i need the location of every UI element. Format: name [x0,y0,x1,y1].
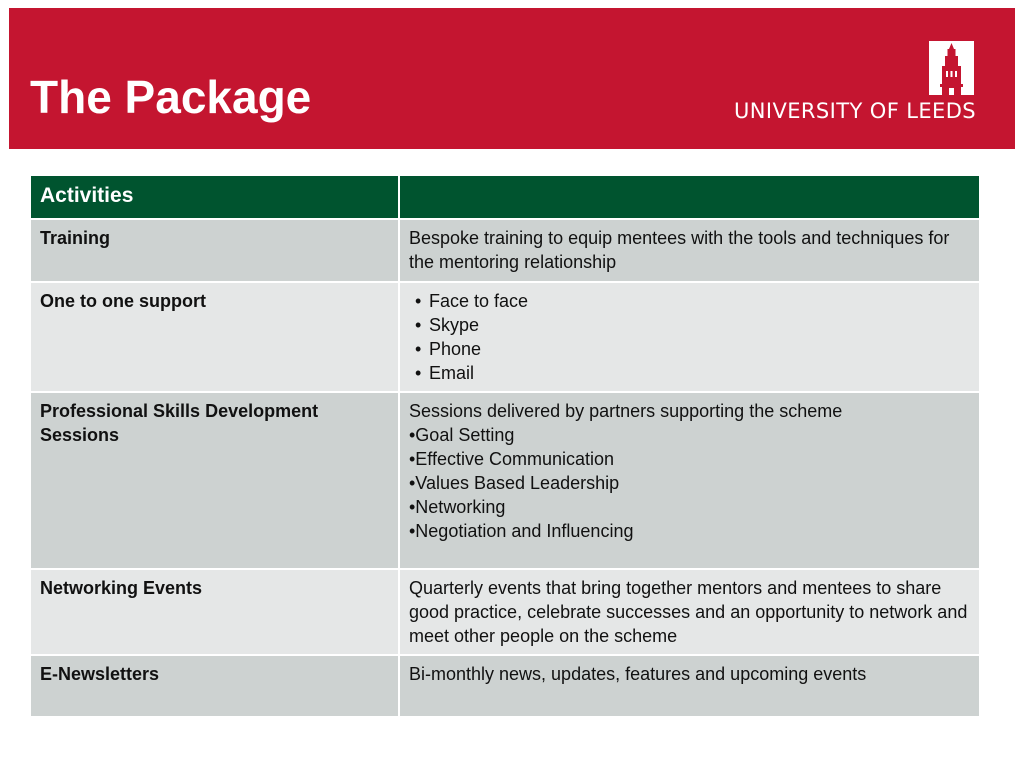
university-logo-text: UNIVERSITY OF LEEDS [734,99,976,123]
activity-details: Bespoke training to equip mentees with the tools and techniques for the mentoring relationship [399,219,980,282]
table-header-row [30,175,980,219]
activity-details [399,392,980,569]
list-item: •Effective Communication [409,449,615,469]
list-item: • Email [415,361,970,385]
table-row-e-newsletters [30,655,980,717]
activity-name: Training [30,219,399,282]
list-item: • Skype [415,313,970,337]
activity-name: Networking Events [30,569,399,655]
activity-details: Bi-monthly news, updates, features and upcoming events [399,655,980,717]
list-item: • Phone [415,337,970,361]
activity-name: One to one support [30,282,399,392]
table-row-training [30,219,980,282]
university-crest-icon [928,40,975,96]
list-item: •Values Based Leadership [409,473,620,493]
activity-name: E-Newsletters [30,655,399,717]
activity-name: Professional Skills Development Sessions [30,392,399,569]
table-row-professional-skills [30,392,980,569]
activity-details [399,282,980,392]
table-row-networking-events [30,569,980,655]
column-header-details [399,175,980,219]
details-intro: Sessions delivered by partners supporting the scheme [409,401,843,421]
support-options-list [409,289,970,385]
package-table [29,174,981,718]
column-header-activities: Activities [30,175,399,219]
activity-details: Quarterly events that bring together mentors and mentees to share good practice, celebrate successes and an opportunity to network and meet other people on the scheme [399,569,980,655]
slide-title: The Package [30,71,312,123]
list-item: • Face to face [415,289,970,313]
table-row-one-to-one-support [30,282,980,392]
list-item: •Goal Setting [409,425,515,445]
list-item: •Negotiation and Influencing [409,521,634,541]
list-item: •Networking [409,497,506,517]
